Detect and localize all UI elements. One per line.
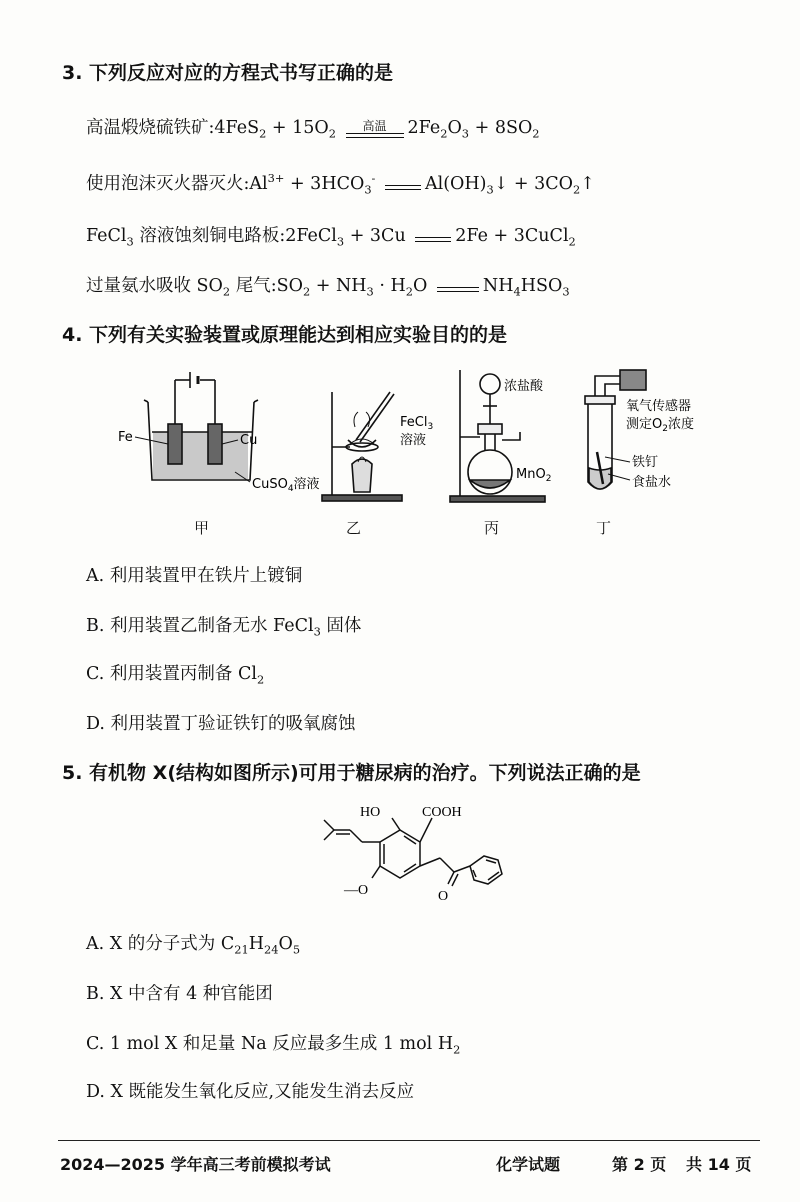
q3-c-rhs: 2Fe + 3CuCl xyxy=(455,226,569,246)
label-cuso4: CuSO$_4$溶液 xyxy=(252,477,320,494)
q3-option-d xyxy=(86,272,570,299)
sub: 5 xyxy=(292,942,301,957)
label-fecl3-solution: 溶液 xyxy=(400,433,427,448)
sup: - xyxy=(371,171,376,186)
label-cu: Cu xyxy=(240,433,258,448)
q5-stem: 5. 有机物 X(结构如图所示)可用于糖尿病的治疗。下列说法正确的是 xyxy=(62,762,641,784)
q4-b-tail: 固体 xyxy=(320,616,362,636)
q5-a-o: O xyxy=(278,934,293,954)
q4-stem: 4. 下列有关实验装置或原理能达到相应实验目的的是 xyxy=(62,324,508,346)
struct-cooh: COOH xyxy=(422,805,462,820)
q5-option-a xyxy=(86,930,300,957)
q3-d-rhs2: HSO xyxy=(520,276,563,296)
q3-option-b xyxy=(86,170,595,197)
label-fecl3: FeCl$_3$ xyxy=(400,415,434,432)
q3-b-rhs: Al(OH) xyxy=(424,174,487,194)
q3-d-mid3: · H xyxy=(373,276,406,296)
sub: 2 xyxy=(405,284,413,299)
q3-a-rhs3: + 8SO xyxy=(469,118,533,138)
sub: 2 xyxy=(256,672,265,687)
equals-sign xyxy=(437,287,479,292)
struct-carbonyl-o: O xyxy=(438,889,449,904)
q3-option-a xyxy=(86,114,540,141)
apparatus-jia xyxy=(135,372,258,482)
caption-yi: 乙 xyxy=(346,519,362,537)
q3-d-mid2: + NH xyxy=(310,276,367,296)
sub: 3 xyxy=(366,284,374,299)
q4-option-d: D. 利用装置丁验证铁钉的吸氧腐蚀 xyxy=(86,714,356,734)
q3-b-rhs2: ↓ + 3CO xyxy=(493,174,574,194)
q4-c-text: C. 利用装置丙制备 Cl xyxy=(86,664,257,684)
footer-total-pages: 共 14 页 xyxy=(686,1155,752,1174)
q5-option-b: B. X 中含有 4 种官能团 xyxy=(86,984,273,1004)
q5-option-c xyxy=(86,1030,460,1057)
label-fe: Fe xyxy=(118,430,133,445)
sub: 2 xyxy=(222,284,231,299)
sub: 21 xyxy=(234,942,249,957)
q3-c-text: FeCl xyxy=(86,226,127,246)
footer-page: 第 2 页 xyxy=(612,1155,667,1174)
q3-d-text: 过量氨水吸收 SO xyxy=(86,276,223,296)
q3-stem: 3. 下列反应对应的方程式书写正确的是 xyxy=(62,62,394,84)
sub: 2 xyxy=(440,126,448,141)
struct-ho: HO xyxy=(360,805,381,820)
caption-bing: 丙 xyxy=(484,519,500,537)
sub: 3 xyxy=(486,182,494,197)
apparatus-yi xyxy=(322,392,402,501)
label-mno2: MnO$_2$ xyxy=(516,467,552,484)
sub: 3 xyxy=(562,284,570,299)
q4-option-a: A. 利用装置甲在铁片上镀铜 xyxy=(86,566,303,586)
q3-a-text: 高温煅烧硫铁矿:4FeS xyxy=(86,118,260,138)
sub: 2 xyxy=(453,1042,461,1057)
q3-b-rhs3: ↑ xyxy=(580,174,595,194)
q3-b-mid: + 3HCO xyxy=(284,174,365,194)
q3-b-text: 使用泡沫灭火器灭火:Al xyxy=(86,174,268,194)
sub: 2 xyxy=(573,182,581,197)
q3-c-mid: 溶液蚀刻铜电路板:2FeCl xyxy=(133,226,337,246)
caption-ding: 丁 xyxy=(596,519,612,537)
q3-a-rhs2: O xyxy=(447,118,462,138)
q5-a-h: H xyxy=(248,934,264,954)
footer-rule xyxy=(58,1140,760,1141)
caption-jia: 甲 xyxy=(194,519,210,537)
label-sensor: 氧气传感器 xyxy=(626,399,692,414)
sub: 2 xyxy=(259,126,267,141)
q4-option-b xyxy=(86,612,361,639)
q5-c-text: C. 1 mol X 和足量 Na 反应最多生成 1 mol H xyxy=(86,1034,454,1054)
q3-d-mid4: O xyxy=(412,276,428,296)
sub: 3 xyxy=(336,234,345,249)
sub: 4 xyxy=(513,284,521,299)
sub: 2 xyxy=(532,126,540,141)
q4-b-text: B. 利用装置乙制备无水 FeCl xyxy=(86,616,314,636)
q4-option-c xyxy=(86,660,264,687)
q3-a-mid: + 15O xyxy=(266,118,329,138)
sub: 3 xyxy=(364,182,372,197)
sub: 24 xyxy=(263,942,279,957)
sub: 2 xyxy=(302,284,311,299)
equals-sign xyxy=(415,237,451,242)
sub: 2 xyxy=(568,234,576,249)
q3-a-rhs: 2Fe xyxy=(407,118,441,138)
sup: 3+ xyxy=(267,171,285,186)
q3-option-c xyxy=(86,222,576,249)
condition: 高温 xyxy=(362,118,387,133)
sub: 3 xyxy=(126,234,134,249)
q3-d-rhs: NH xyxy=(482,276,514,296)
sub: 3 xyxy=(461,126,470,141)
footer-exam-title: 2024—2025 学年高三考前模拟考试 xyxy=(60,1155,331,1174)
equals-sign xyxy=(346,120,404,138)
equals-sign xyxy=(385,185,421,190)
label-sensor-o2: 测定$O_2$浓度 xyxy=(626,417,694,434)
label-nail: 铁钉 xyxy=(632,455,659,470)
q5-a-text: A. X 的分子式为 C xyxy=(86,934,235,954)
sub: 3 xyxy=(313,624,321,639)
q5-option-d: D. X 既能发生氧化反应,又能发生消去反应 xyxy=(86,1082,415,1102)
q3-d-mid: 尾气:SO xyxy=(230,276,303,296)
label-brine: 食盐水 xyxy=(632,475,672,490)
apparatus-figure xyxy=(100,362,740,512)
q3-c-mid2: + 3Cu xyxy=(344,226,406,246)
footer-subject: 化学试题 xyxy=(496,1155,561,1174)
label-hcl: 浓盐酸 xyxy=(504,379,544,394)
struct-ome: —O xyxy=(344,883,369,898)
structure-bonds xyxy=(324,818,502,886)
sub: 2 xyxy=(328,126,336,141)
structure-x-figure xyxy=(300,800,520,912)
